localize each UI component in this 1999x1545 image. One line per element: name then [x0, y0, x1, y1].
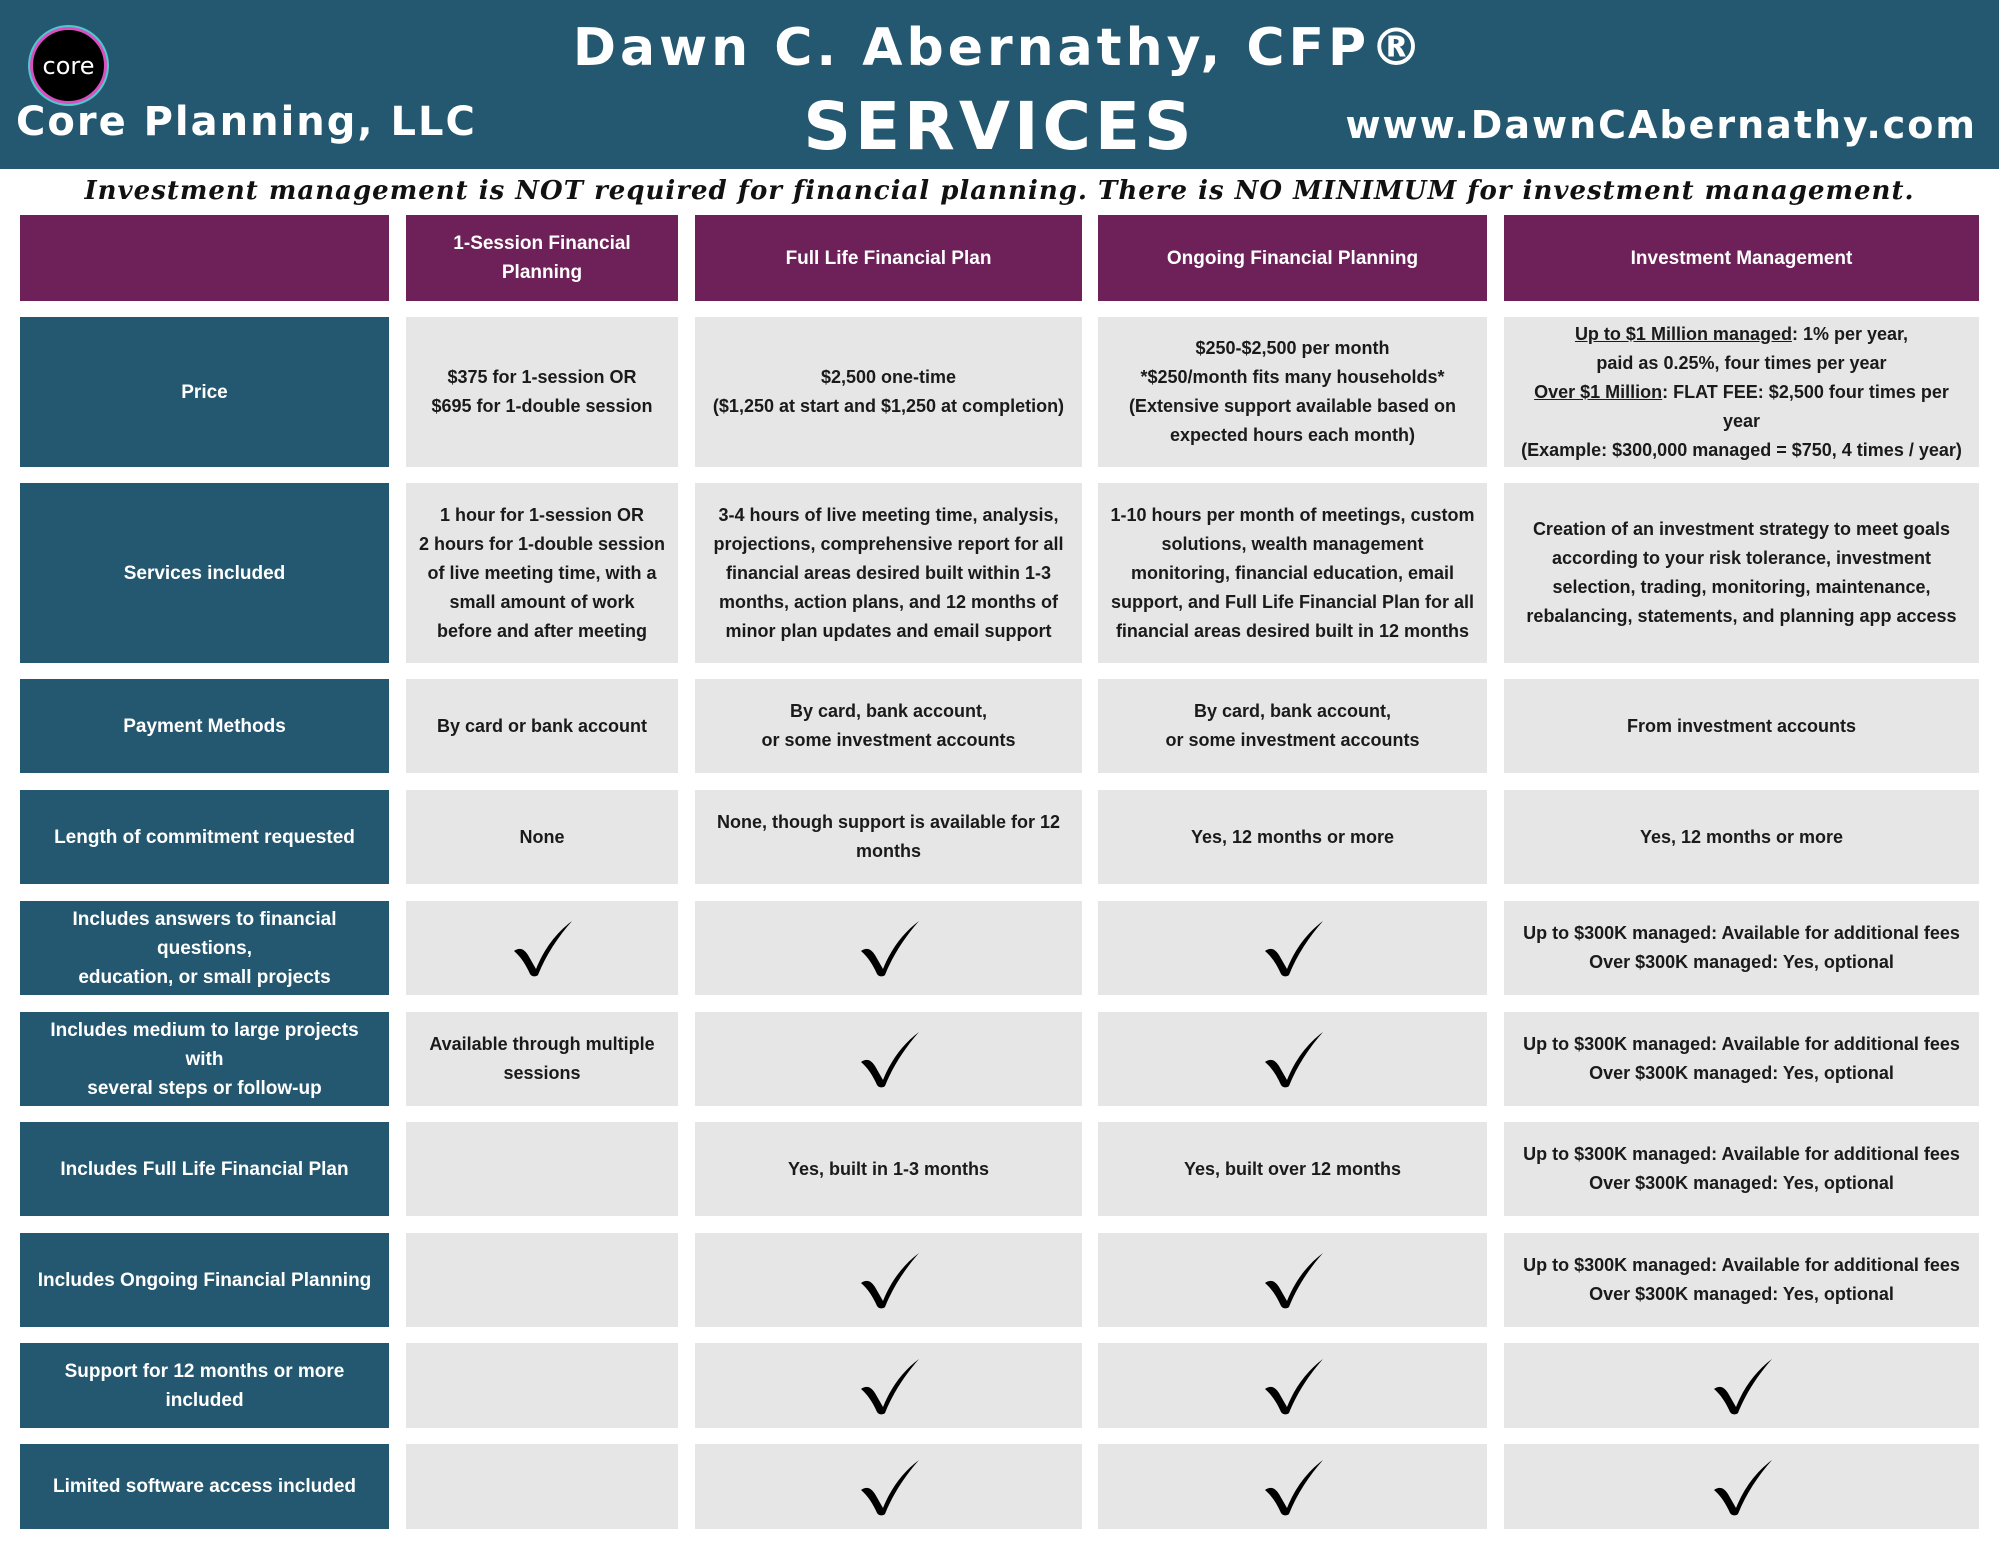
checkmark-icon	[1261, 1030, 1325, 1088]
price-im-threshold-1: Up to $1 Million managed	[1574, 323, 1792, 344]
advisor-name: Dawn C. Abernathy, CFP®	[572, 18, 1427, 78]
price-cell-investment-management	[1504, 317, 1979, 467]
support-cell-investment-management	[1504, 1343, 1979, 1428]
header-banner	[0, 0, 1999, 169]
fullplan-cell-full-life-plan: Yes, built in 1-3 months	[695, 1122, 1082, 1216]
software-cell-investment-management	[1504, 1444, 1979, 1529]
fullplan-cell-ongoing-planning: Yes, built over 12 months	[1098, 1122, 1487, 1216]
support-cell-full-life-plan	[695, 1343, 1082, 1428]
logo-text: core	[42, 51, 95, 80]
payment-cell-ongoing-planning: By card, bank account, or some investment accounts	[1098, 679, 1487, 773]
checkmark-icon	[1261, 1251, 1325, 1309]
checkmark-icon	[857, 1030, 921, 1088]
services-cell-investment-management: Creation of an investment strategy to meet goals according to your risk tolerance, investment selection, trading, monitoring, maintenance, rebalancing, statements, and planning app access	[1504, 483, 1979, 663]
support-cell-ongoing-planning	[1098, 1343, 1487, 1428]
row-header-software: Limited software access included	[20, 1444, 389, 1529]
ongoing-cell-investment-management: Up to $300K managed: Available for additional fees Over $300K managed: Yes, optional	[1504, 1233, 1979, 1327]
checkmark-icon	[857, 1357, 921, 1415]
column-header-full-life-plan: Full Life Financial Plan	[695, 215, 1082, 301]
checkmark-icon	[1261, 1357, 1325, 1415]
services-cell-1-session: 1 hour for 1-session OR 2 hours for 1-double session of live meeting time, with a small amount of work before and after meeting	[406, 483, 678, 663]
answers-cell-1-session	[406, 901, 678, 995]
fullplan-cell-investment-management: Up to $300K managed: Available for additional fees Over $300K managed: Yes, optional	[1504, 1122, 1979, 1216]
support-cell-1-session	[406, 1343, 678, 1428]
notice-banner: Investment management is NOT required for financial planning. There is NO MINIMUM for investment management.	[84, 176, 1915, 206]
answers-cell-ongoing-planning	[1098, 901, 1487, 995]
checkmark-icon	[1710, 1458, 1774, 1516]
answers-cell-investment-management: Up to $300K managed: Available for additional fees Over $300K managed: Yes, optional	[1504, 901, 1979, 995]
row-header-medium-projects: Includes medium to large projects with several steps or follow-up	[20, 1012, 389, 1106]
page-title: SERVICES	[803, 88, 1196, 165]
row-header-payment: Payment Methods	[20, 679, 389, 773]
column-header-investment-management: Investment Management	[1504, 215, 1979, 301]
price-im-example: (Example: $300,000 managed = $750, 4 times / year)	[1521, 439, 1962, 460]
price-cell-full-life-plan: $2,500 one-time ($1,250 at start and $1,250 at completion)	[695, 317, 1082, 467]
checkmark-icon	[1261, 1458, 1325, 1516]
commitment-cell-investment-management: Yes, 12 months or more	[1504, 790, 1979, 884]
checkmark-icon	[857, 919, 921, 977]
row-header-price: Price	[20, 317, 389, 467]
checkmark-icon	[1261, 919, 1325, 977]
row-header-services: Services included	[20, 483, 389, 663]
answers-cell-full-life-plan	[695, 901, 1082, 995]
row-header-commitment: Length of commitment requested	[20, 790, 389, 884]
column-header-1-session: 1-Session Financial Planning	[406, 215, 678, 301]
medium-cell-investment-management: Up to $300K managed: Available for additional fees Over $300K managed: Yes, optional	[1504, 1012, 1979, 1106]
medium-cell-1-session: Available through multiple sessions	[406, 1012, 678, 1106]
row-header-ongoing: Includes Ongoing Financial Planning	[20, 1233, 389, 1327]
company-name: Core Planning, LLC	[16, 99, 477, 145]
checkmark-icon	[1710, 1357, 1774, 1415]
price-cell-1-session: $375 for 1-session OR $695 for 1-double session	[406, 317, 678, 467]
checkmark-icon	[510, 919, 574, 977]
price-im-threshold-2: Over $1 Million	[1534, 381, 1663, 402]
checkmark-icon	[857, 1251, 921, 1309]
commitment-cell-1-session: None	[406, 790, 678, 884]
software-cell-1-session	[406, 1444, 678, 1529]
column-header-ongoing-planning: Ongoing Financial Planning	[1098, 215, 1487, 301]
fullplan-cell-1-session	[406, 1122, 678, 1216]
payment-cell-full-life-plan: By card, bank account, or some investment accounts	[695, 679, 1082, 773]
medium-cell-full-life-plan	[695, 1012, 1082, 1106]
ongoing-cell-1-session	[406, 1233, 678, 1327]
price-cell-ongoing-planning: $250-$2,500 per month *$250/month fits many households* (Extensive support available based on expected hours each month)	[1098, 317, 1487, 467]
software-cell-full-life-plan	[695, 1444, 1082, 1529]
services-cell-full-life-plan: 3-4 hours of live meeting time, analysis, projections, comprehensive report for all financial areas desired built within 1-3 months, action plans, and 12 months of minor plan updates and email support	[695, 483, 1082, 663]
row-header-answers: Includes answers to financial questions, education, or small projects	[20, 901, 389, 995]
payment-cell-investment-management: From investment accounts	[1504, 679, 1979, 773]
payment-cell-1-session: By card or bank account	[406, 679, 678, 773]
software-cell-ongoing-planning	[1098, 1444, 1487, 1529]
price-im-schedule: paid as 0.25%, four times per year	[1596, 352, 1887, 373]
commitment-cell-full-life-plan: None, though support is available for 12 months	[695, 790, 1082, 884]
website-link[interactable]: www.DawnCAbernathy.com	[1345, 103, 1977, 147]
commitment-cell-ongoing-planning: Yes, 12 months or more	[1098, 790, 1487, 884]
row-header-full-plan: Includes Full Life Financial Plan	[20, 1122, 389, 1216]
row-header-support: Support for 12 months or more included	[20, 1343, 389, 1428]
ongoing-cell-full-life-plan	[695, 1233, 1082, 1327]
checkmark-icon	[857, 1458, 921, 1516]
medium-cell-ongoing-planning	[1098, 1012, 1487, 1106]
services-cell-ongoing-planning: 1-10 hours per month of meetings, custom solutions, wealth management monitoring, financial education, email support, and Full Life Financial Plan for all financial areas desired built in 12 months	[1098, 483, 1487, 663]
ongoing-cell-ongoing-planning	[1098, 1233, 1487, 1327]
price-im-rate-1: : 1% per year,	[1791, 323, 1909, 344]
price-im-flat-fee: : FLAT FEE: $2,500 four times per year	[1662, 381, 1949, 431]
header-corner-cell	[20, 215, 389, 301]
